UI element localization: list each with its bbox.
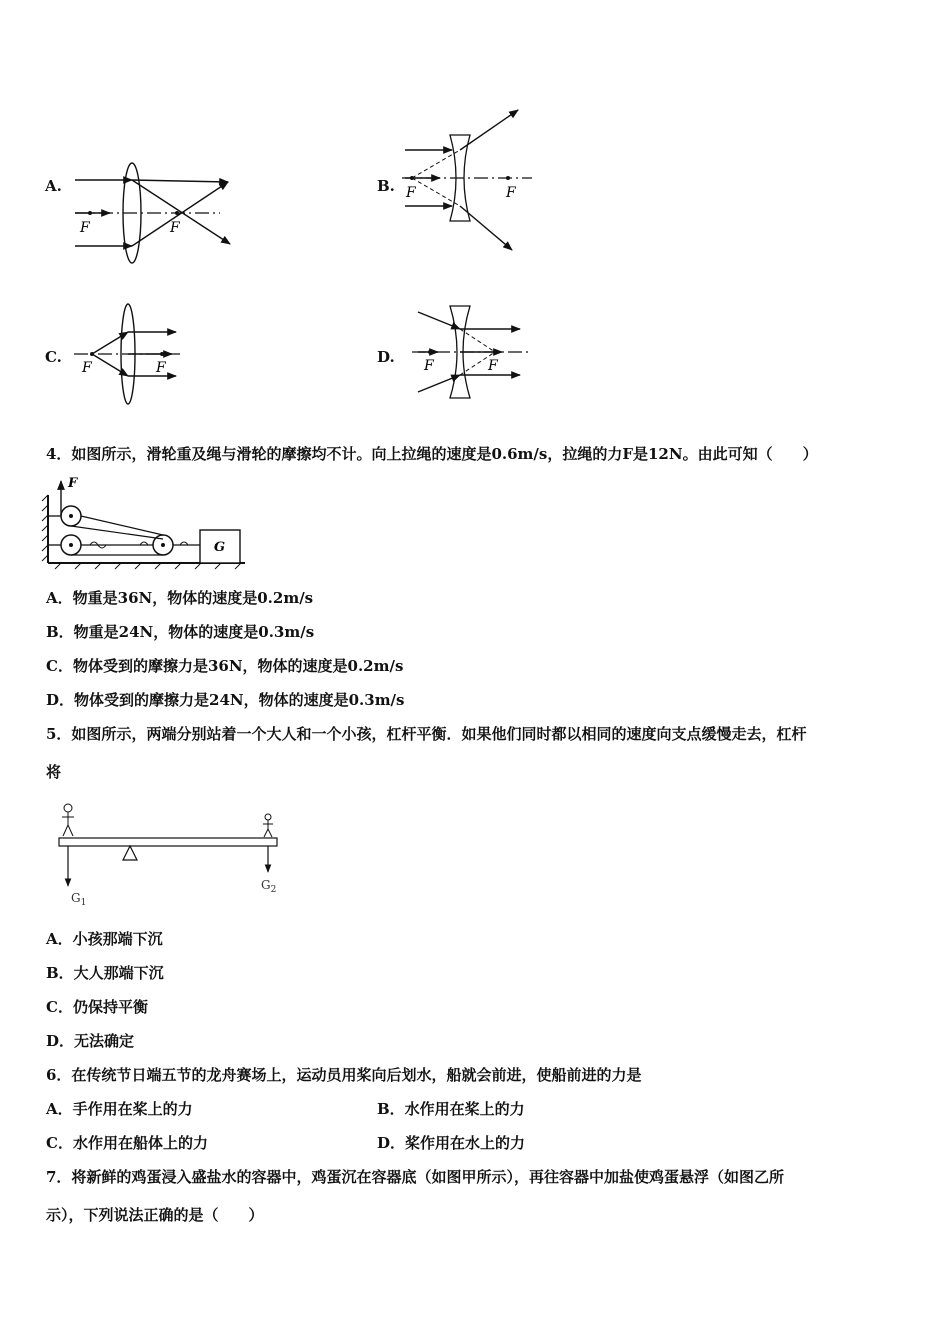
q5-lever-diagram: [55, 800, 285, 910]
q3-option-c-label: C.: [45, 348, 62, 366]
q3-option-d-diagram: [410, 302, 535, 402]
g2-label: G: [261, 878, 271, 892]
g2-subscript: 2: [270, 885, 277, 895]
q5-stem-line1: 5．如图所示，两端分别站着一个大人和一个小孩，杠杆平衡．如果他们同时都以相同的速度向支点缓慢走去，杠杆: [46, 725, 807, 743]
q3-option-b-diagram: [400, 105, 540, 255]
q7-stem-line1: 7．将新鲜的鸡蛋浸入盛盐水的容器中，鸡蛋沉在容器底（如图甲所示），再往容器中加盐使鸡蛋悬浮（如图乙所: [46, 1168, 784, 1186]
q3-option-b-label: B.: [377, 177, 395, 195]
q3-option-a-label: A.: [45, 177, 62, 195]
focus-label-right: F: [156, 360, 166, 376]
q5-stem-line2: 将: [46, 763, 62, 781]
q5-option-b: B．大人那端下沉: [46, 964, 164, 982]
q3-option-c-diagram: [72, 302, 187, 407]
q6-stem: 6．在传统节日端五节的龙舟赛场上，运动员用桨向后划水，船就会前进，使船前进的力是: [46, 1066, 642, 1084]
focus-label-left: F: [406, 185, 416, 201]
q6-option-a: A．手作用在桨上的力: [46, 1100, 193, 1118]
q3-option-d-label: D.: [377, 348, 395, 366]
focus-label-left: F: [424, 358, 434, 374]
q6-option-b: B．水作用在桨上的力: [377, 1100, 525, 1118]
g1-label: G: [71, 891, 81, 905]
q4-stem: 4．如图所示，滑轮重及绳与滑轮的摩擦均不计。向上拉绳的速度是0.6m/s，拉绳的力F是12N。由此可知（ ）: [46, 445, 818, 463]
q4-pulley-diagram: [40, 475, 250, 570]
svg-text:G2: [261, 878, 276, 895]
focus-label-right: F: [170, 220, 180, 236]
focus-label-right: F: [488, 358, 498, 374]
weight-label: G: [214, 540, 226, 555]
q4-option-c: C．物体受到的摩擦力是36N，物体的速度是0.2m/s: [46, 657, 404, 675]
q6-option-d: D．桨作用在水上的力: [377, 1134, 526, 1152]
g1-subscript: 1: [80, 898, 87, 908]
q5-option-d: D．无法确定: [46, 1032, 135, 1050]
q7-stem-line2: 示），下列说法正确的是（ ）: [46, 1206, 264, 1224]
q6-option-c: C．水作用在船体上的力: [46, 1134, 208, 1152]
focus-label-left: F: [80, 220, 90, 236]
q4-option-a: A．物重是36N，物体的速度是0.2m/s: [46, 589, 314, 607]
svg-text:G1: [71, 891, 86, 908]
q5-option-c: C．仍保持平衡: [46, 998, 148, 1016]
q5-option-a: A．小孩那端下沉: [46, 930, 163, 948]
force-label: F: [68, 476, 78, 491]
focus-label-right: F: [506, 185, 516, 201]
q4-option-b: B．物重是24N，物体的速度是0.3m/s: [46, 623, 315, 641]
focus-label-left: F: [82, 360, 92, 376]
q4-option-d: D．物体受到的摩擦力是24N，物体的速度是0.3m/s: [46, 691, 405, 709]
q3-option-a-diagram: [70, 160, 240, 270]
